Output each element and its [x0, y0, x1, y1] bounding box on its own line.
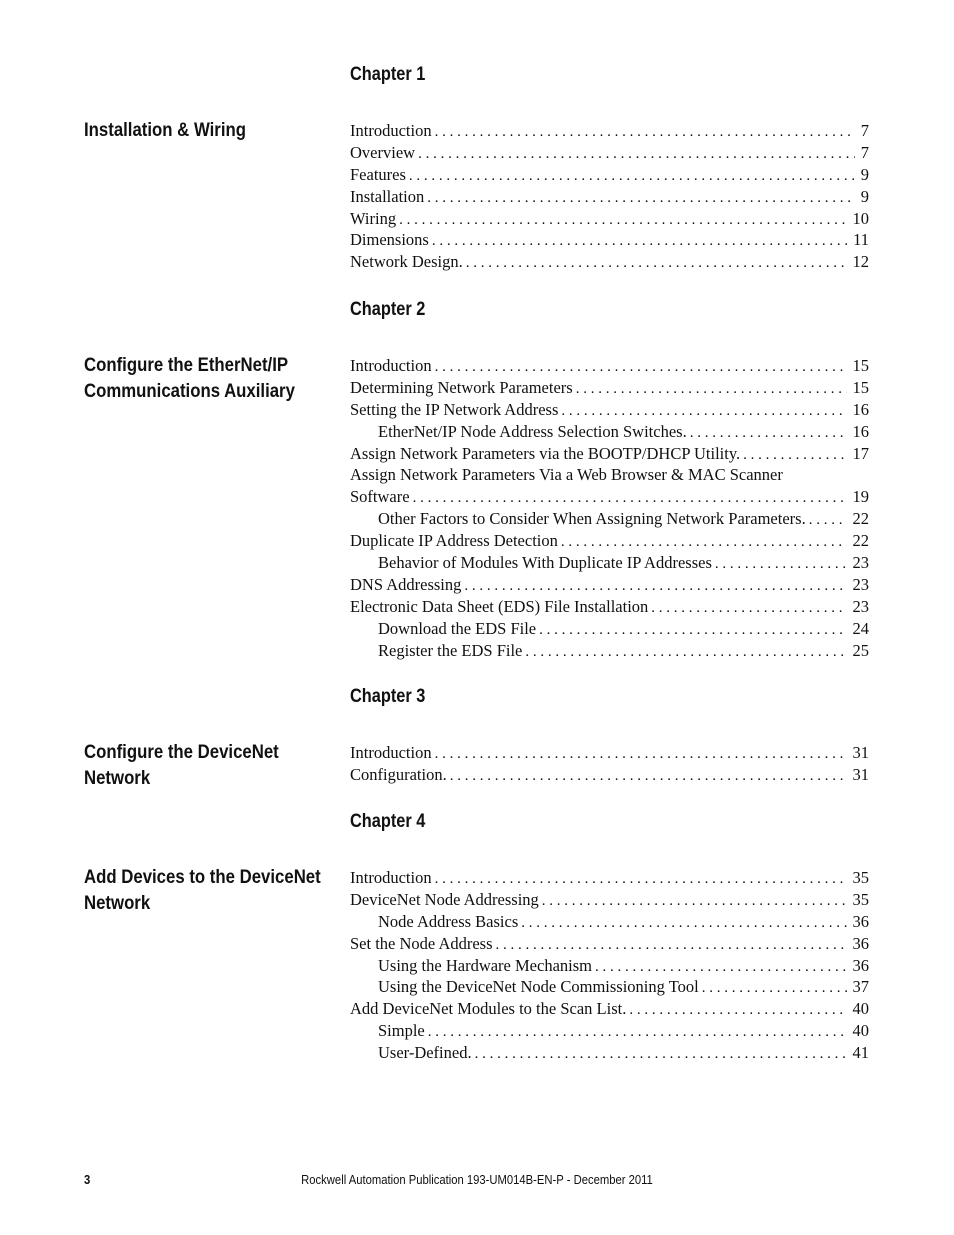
toc-entry[interactable]: [350, 998, 869, 1020]
toc-entry-text: Dimensions: [350, 230, 429, 250]
toc-entry-text: Node Address Basics: [378, 911, 519, 931]
toc-entry[interactable]: [350, 508, 869, 530]
toc-page-number: 7: [860, 121, 869, 140]
toc-page-number: 23: [852, 553, 869, 573]
toc-entry[interactable]: [350, 1020, 869, 1042]
toc-dot-leader: [690, 423, 847, 443]
toc-entry-text: DNS Addressing: [350, 574, 462, 594]
toc-entry[interactable]: [350, 464, 869, 486]
toc-dot-leader: [399, 210, 846, 230]
toc-dot-leader: [435, 744, 847, 764]
chapter-1-title: Installation & Wiring: [84, 119, 246, 141]
toc-page-number: 31: [852, 764, 869, 784]
chapter-2-label: Chapter 2: [350, 299, 426, 320]
toc-entry-text: Register the EDS File: [378, 640, 523, 660]
toc-entry-text: Electronic Data Sheet (EDS) File Installation: [350, 596, 649, 616]
chapter-2-title: Configure the EtherNet/IP Communications Auxiliary: [84, 354, 295, 402]
chapter-4-title: Add Devices to the DeviceNet Network: [84, 866, 321, 914]
toc-page-number: 41: [852, 1043, 869, 1063]
toc-entry[interactable]: [350, 486, 869, 508]
toc-entry-text: Network Design.: [350, 252, 463, 272]
chapter-1-toc: [350, 120, 869, 273]
toc-entry-text: Add DeviceNet Modules to the Scan List.: [350, 999, 627, 1019]
toc-dot-leader: [542, 891, 847, 911]
toc-entry[interactable]: [350, 911, 869, 933]
toc-page-number: 15: [852, 356, 869, 375]
chapter-1-label: Chapter 1: [350, 64, 426, 85]
toc-entry-text: Introduction: [350, 356, 432, 375]
toc-entry-text: Wiring: [350, 208, 397, 228]
toc-entry[interactable]: [350, 229, 869, 251]
toc-entry-text: Behavior of Modules With Duplicate IP Addresses: [378, 553, 712, 573]
toc-entry[interactable]: [350, 742, 869, 764]
toc-entry[interactable]: [350, 355, 869, 377]
toc-dot-leader: [418, 144, 855, 164]
toc-entry[interactable]: [350, 421, 869, 443]
toc-page-number: 22: [852, 531, 869, 551]
toc-dot-leader: [743, 445, 846, 465]
toc-entry-text: Other Factors to Consider When Assigning Network Parameters.: [378, 509, 806, 529]
toc-page-number: 31: [852, 743, 869, 762]
toc-entry-text: Configuration.: [350, 764, 447, 784]
toc-entry[interactable]: [350, 142, 869, 164]
chapter-4-label: Chapter 4: [350, 811, 426, 832]
toc-entry[interactable]: [350, 552, 869, 574]
toc-dot-leader: [561, 401, 846, 421]
toc-dot-leader: [651, 598, 846, 618]
toc-dot-leader: [450, 766, 847, 786]
toc-dot-leader: [715, 554, 847, 574]
toc-page-number: 7: [860, 142, 869, 162]
toc-dot-leader: [409, 166, 855, 186]
toc-page-number: 16: [852, 399, 869, 419]
footer-publication: Rockwell Automation Publication 193-UM014B-EN-P - December 2011: [301, 1173, 653, 1187]
toc-dot-leader: [413, 488, 847, 508]
toc-entry[interactable]: [350, 933, 869, 955]
toc-page-number: 17: [852, 443, 869, 463]
chapter-3-title: Configure the DeviceNet Network: [84, 741, 279, 789]
toc-entry[interactable]: [350, 251, 869, 273]
toc-entry[interactable]: [350, 530, 869, 552]
toc-dot-leader: [428, 1022, 847, 1042]
toc-page-number: 36: [852, 933, 869, 953]
toc-entry-text: Overview: [350, 142, 416, 162]
chapter-4-toc: [350, 867, 869, 1064]
toc-page-number: 40: [852, 999, 869, 1019]
toc-page-number: 19: [852, 487, 869, 507]
toc-page-number: 15: [852, 377, 869, 397]
toc-entry-text: Assign Network Parameters Via a Web Browser & MAC Scanner: [350, 465, 783, 485]
toc-entry[interactable]: [350, 764, 869, 786]
toc-entry-text: Features: [350, 164, 406, 184]
chapter-3-label: Chapter 3: [350, 686, 426, 707]
toc-page-number: 22: [852, 509, 869, 529]
toc-dot-leader: [525, 642, 846, 662]
toc-entry-text: Assign Network Parameters via the BOOTP/DHCP Utility.: [350, 443, 741, 463]
toc-page-number: 16: [852, 421, 869, 441]
toc-entry-text: Introduction: [350, 868, 432, 887]
toc-page-number: 9: [860, 164, 869, 184]
toc-page-number: 11: [853, 230, 869, 250]
toc-page-number: 10: [852, 208, 869, 228]
toc-dot-leader: [464, 576, 846, 596]
toc-dot-leader: [521, 913, 846, 933]
toc-page-number: 36: [852, 911, 869, 931]
toc-entry-text: Duplicate IP Address Detection: [350, 531, 558, 551]
toc-entry-text: Introduction: [350, 743, 432, 762]
toc-page-number: 9: [860, 186, 869, 206]
toc-page-number: 23: [852, 596, 869, 616]
toc-dot-leader: [629, 1000, 846, 1020]
toc-entry-text: Introduction: [350, 121, 432, 140]
toc-page-number: 40: [852, 1021, 869, 1041]
toc-page-number: 35: [852, 868, 869, 887]
toc-page-number: 25: [852, 640, 869, 660]
toc-page-number: 12: [852, 252, 869, 272]
toc-entry-text: User-Defined.: [378, 1043, 472, 1063]
toc-entry-text: Determining Network Parameters: [350, 377, 573, 397]
toc-entry[interactable]: [350, 618, 869, 640]
toc-entry[interactable]: [350, 867, 869, 889]
toc-dot-leader: [561, 532, 847, 552]
toc-entry[interactable]: [350, 443, 869, 465]
toc-entry[interactable]: [350, 976, 869, 998]
toc-entry-text: Using the Hardware Mechanism: [378, 955, 592, 975]
toc-entry-text: Simple: [378, 1021, 425, 1041]
toc-entry-text: EtherNet/IP Node Address Selection Switches.: [378, 421, 687, 441]
chapter-3-toc: [350, 742, 869, 786]
toc-dot-leader: [427, 188, 855, 208]
toc-entry[interactable]: [350, 164, 869, 186]
toc-page-number: 35: [852, 889, 869, 909]
toc-entry[interactable]: [350, 377, 869, 399]
toc-page-number: 23: [852, 574, 869, 594]
toc-dot-leader: [435, 122, 855, 142]
toc-dot-leader: [809, 510, 847, 530]
toc-entry[interactable]: [350, 1042, 869, 1064]
toc-dot-leader: [435, 869, 847, 889]
toc-entry[interactable]: [350, 955, 869, 977]
toc-entry[interactable]: [350, 574, 869, 596]
toc-entry[interactable]: [350, 640, 869, 662]
toc-entry[interactable]: [350, 889, 869, 911]
toc-dot-leader: [539, 620, 846, 640]
toc-entry-text: Installation: [350, 186, 425, 206]
toc-dot-leader: [595, 957, 847, 977]
toc-entry-text: Software: [350, 487, 410, 507]
toc-entry-text: Set the Node Address: [350, 933, 493, 953]
toc-entry-text: Using the DeviceNet Node Commissioning Tool: [378, 977, 699, 997]
chapter-2-toc: [350, 355, 869, 661]
toc-dot-leader: [576, 379, 847, 399]
toc-dot-leader: [475, 1044, 847, 1064]
toc-dot-leader: [702, 978, 847, 998]
toc-entry-text: DeviceNet Node Addressing: [350, 889, 539, 909]
toc-dot-leader: [435, 357, 847, 377]
toc-page-number: 37: [852, 977, 869, 997]
toc-dot-leader: [432, 231, 847, 251]
toc-dot-leader: [496, 935, 847, 955]
toc-entry[interactable]: [350, 186, 869, 208]
toc-entry[interactable]: [350, 399, 869, 421]
toc-entry[interactable]: [350, 596, 869, 618]
toc-entry[interactable]: [350, 120, 869, 142]
toc-dot-leader: [466, 253, 847, 273]
footer-page-number: 3: [84, 1173, 91, 1187]
toc-entry[interactable]: [350, 208, 869, 230]
toc-entry-text: Setting the IP Network Address: [350, 399, 559, 419]
toc-page-number: 36: [852, 955, 869, 975]
toc-entry-text: Download the EDS File: [378, 618, 537, 638]
toc-page-number: 24: [852, 618, 869, 638]
